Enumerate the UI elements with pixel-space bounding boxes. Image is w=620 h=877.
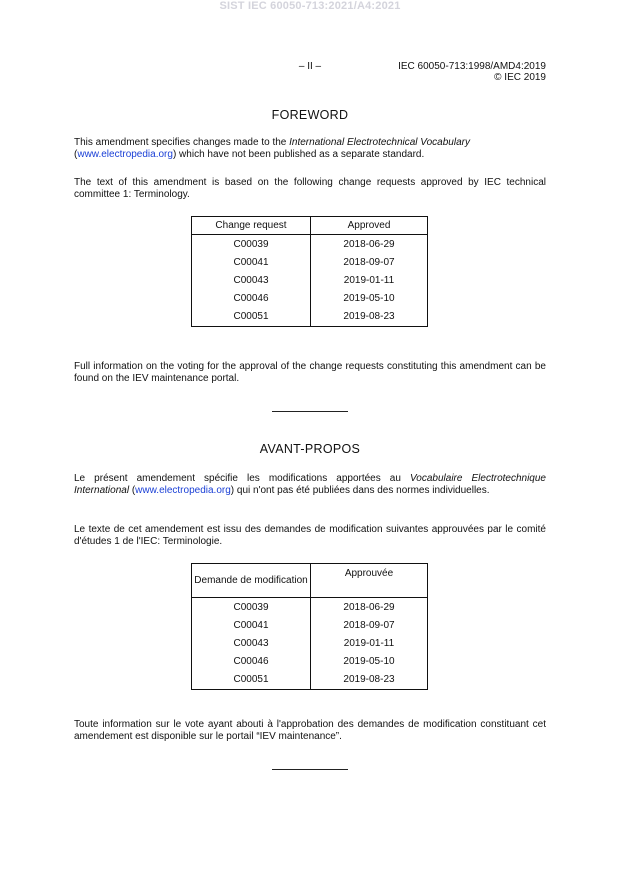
avant-propos-title: AVANT-PROPOS — [259, 442, 361, 456]
approved-date-cell: 2018-09-07 — [311, 616, 428, 634]
foreword-paragraph-3: Full information on the voting for the approval of the change requests constituting this amendment can be found on the IEV maintenance portal. — [74, 361, 546, 384]
table-header-row — [192, 564, 428, 598]
foreword-p1-italic: International Electrotechnical Vocabulary — [289, 137, 470, 148]
change-request-cell: C00039 — [192, 235, 311, 254]
approved-date-cell: 2019-01-11 — [311, 271, 428, 289]
approved-date-cell: 2019-05-10 — [311, 653, 428, 671]
approved-date-cell: 2019-01-11 — [311, 634, 428, 652]
document-id: IEC 60050-713:1998/AMD4:2019 — [398, 61, 546, 72]
change-request-cell: C00051 — [192, 308, 311, 327]
table-row — [192, 308, 428, 327]
approved-date-cell: 2019-08-23 — [311, 308, 428, 327]
approved-date-cell: 2018-06-29 — [311, 598, 428, 617]
approved-date-cell: 2018-09-07 — [311, 253, 428, 271]
table-row — [192, 634, 428, 652]
avant-propos-p1-tail: ) qui n'ont pas été publiées dans des normes individuelles. — [230, 485, 490, 496]
electropedia-link[interactable]: www.electropedia.org — [77, 149, 173, 160]
column-header-demande: Demande de modification — [192, 564, 311, 598]
change-request-cell: C00051 — [192, 671, 311, 690]
foreword-title: FOREWORD — [271, 108, 349, 122]
change-request-cell: C00046 — [192, 653, 311, 671]
change-request-cell: C00039 — [192, 598, 311, 617]
foreword-p1-tail: ) which have not been published as a separate standard. — [172, 149, 425, 160]
table-row — [192, 253, 428, 271]
approved-date-cell: 2019-08-23 — [311, 671, 428, 690]
open-paren: ( — [131, 485, 136, 496]
section-separator — [272, 411, 348, 412]
change-request-cell: C00041 — [192, 616, 311, 634]
column-header-approuvee: Approuvée — [311, 564, 428, 598]
change-request-cell: C00041 — [192, 253, 311, 271]
approved-date-cell: 2018-06-29 — [311, 235, 428, 254]
foreword-paragraph-1 — [74, 137, 546, 161]
table-row — [192, 235, 428, 254]
change-request-cell: C00046 — [192, 290, 311, 308]
section-separator — [272, 769, 348, 770]
avant-propos-paragraph-3: Toute information sur le vote ayant abouti à l'approbation des demandes de modification constituant cet amendement est disponible sur le portail “IEV maintenance”. — [74, 719, 546, 742]
page-number: – II – — [298, 61, 322, 72]
table-row — [192, 671, 428, 690]
electropedia-link[interactable]: www.electropedia.org — [135, 485, 231, 496]
document-header — [398, 61, 546, 83]
foreword-p1-text: This amendment specifies changes made to the — [74, 137, 290, 148]
table-row — [192, 271, 428, 289]
avant-propos-paragraph-2: Le texte de cet amendement est issu des demandes de modification suivantes approuvées par le comité d'études 1 de l'IEC: Terminologie. — [74, 524, 546, 547]
avant-propos-paragraph-1 — [74, 473, 546, 497]
table-header-row — [192, 217, 428, 235]
avant-propos-p1-italic: Vocabulaire Electrotechnique International — [74, 473, 546, 496]
approved-date-cell: 2019-05-10 — [311, 290, 428, 308]
change-request-cell: C00043 — [192, 271, 311, 289]
watermark: SIST IEC 60050-713:2021/A4:2021 — [219, 0, 401, 12]
change-request-cell: C00043 — [192, 634, 311, 652]
table-row — [192, 598, 428, 617]
table-row — [192, 653, 428, 671]
table-row — [192, 616, 428, 634]
open-paren: ( — [74, 149, 78, 160]
foreword-paragraph-2: The text of this amendment is based on the following change requests approved by IEC technical committee 1: Terminology. — [74, 177, 546, 200]
avant-propos-p1-text: Le présent amendement spécifie les modifications apportées au — [74, 473, 410, 484]
avant-propos-change-request-table — [191, 563, 428, 690]
column-header-change-request: Change request — [192, 217, 311, 235]
copyright: © IEC 2019 — [494, 72, 546, 83]
foreword-change-request-table — [191, 216, 428, 327]
column-header-approved: Approved — [311, 217, 428, 235]
table-row — [192, 290, 428, 308]
